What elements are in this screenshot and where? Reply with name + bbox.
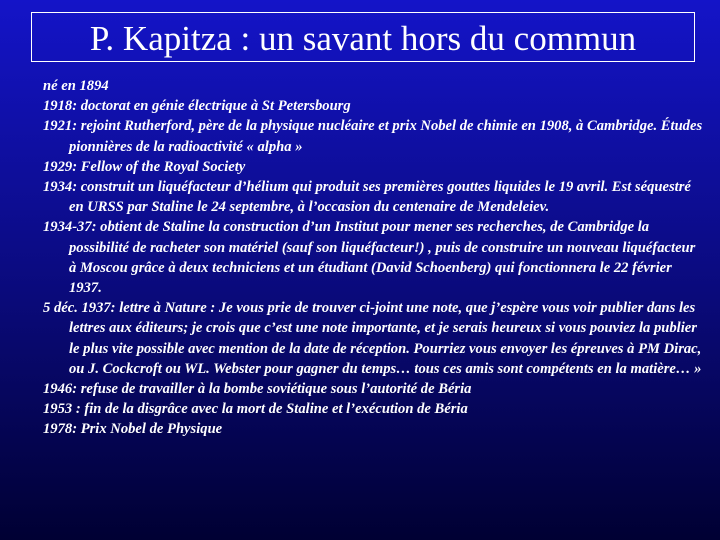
timeline-entry-1929: 1929: Fellow of the Royal Society (43, 158, 246, 175)
timeline-entry-1953: 1953 : fin de la disgrâce avec la mort de Staline et l’exécution de Béria (43, 401, 468, 418)
slide-title: P. Kapitza : un savant hors du commun (89, 18, 637, 58)
title-box (31, 12, 695, 62)
timeline-entry-1946: 1946: refuse de travailler à la bombe soviétique sous l’autorité de Béria (43, 381, 472, 398)
timeline-list (43, 76, 703, 440)
timeline-entry-1921: 1921: rejoint Rutherford, père de la physique nucléaire et prix Nobel de chimie en 1908, à Cambridge. Études pionnières de la radioactivité « alpha » (43, 118, 703, 155)
timeline-entry-1937-letter: 5 déc. 1937: lettre à Nature : Je vous prie de trouver ci-joint une note, que j’espère vous voir publier dans les lettres aux éditeurs; je crois que c’est une note importante, et je serais heureux si vous pouviez la publier le plus vite possible avec mention de la date de réception. Pourriez vous envoyer les épreuves à PM Dirac, ou J. Cockcroft ou WL. Webster pour gagner du temps… tous ces amis sont compétents en la matière… » (43, 300, 702, 377)
timeline-entry-1918: 1918: doctorat en génie électrique à St Petersbourg (43, 98, 351, 115)
timeline-entry-1934-37: 1934-37: obtient de Staline la construction d’un Institut pour mener ses recherches, de Cambridge la possibilité de racheter son matériel (sauf son liquéfacteur!) , puis de construire un nouveau liquéfacteur à Moscou grâce à deux techniciens et un étudiant (David Schoenberg) qui fonctionnera le 22 février 1937. (43, 219, 696, 297)
timeline-entry-1978: 1978: Prix Nobel de Physique (43, 421, 223, 438)
timeline-entry-birth: né en 1894 (43, 78, 109, 94)
timeline-entry-1934: 1934: construit un liquéfacteur d’hélium qui produit ses premières gouttes liquides le 19 avril. Est séquestré en URSS par Staline le 24 septembre, à l’occasion du centenaire de Mendeleiev. (43, 179, 691, 216)
